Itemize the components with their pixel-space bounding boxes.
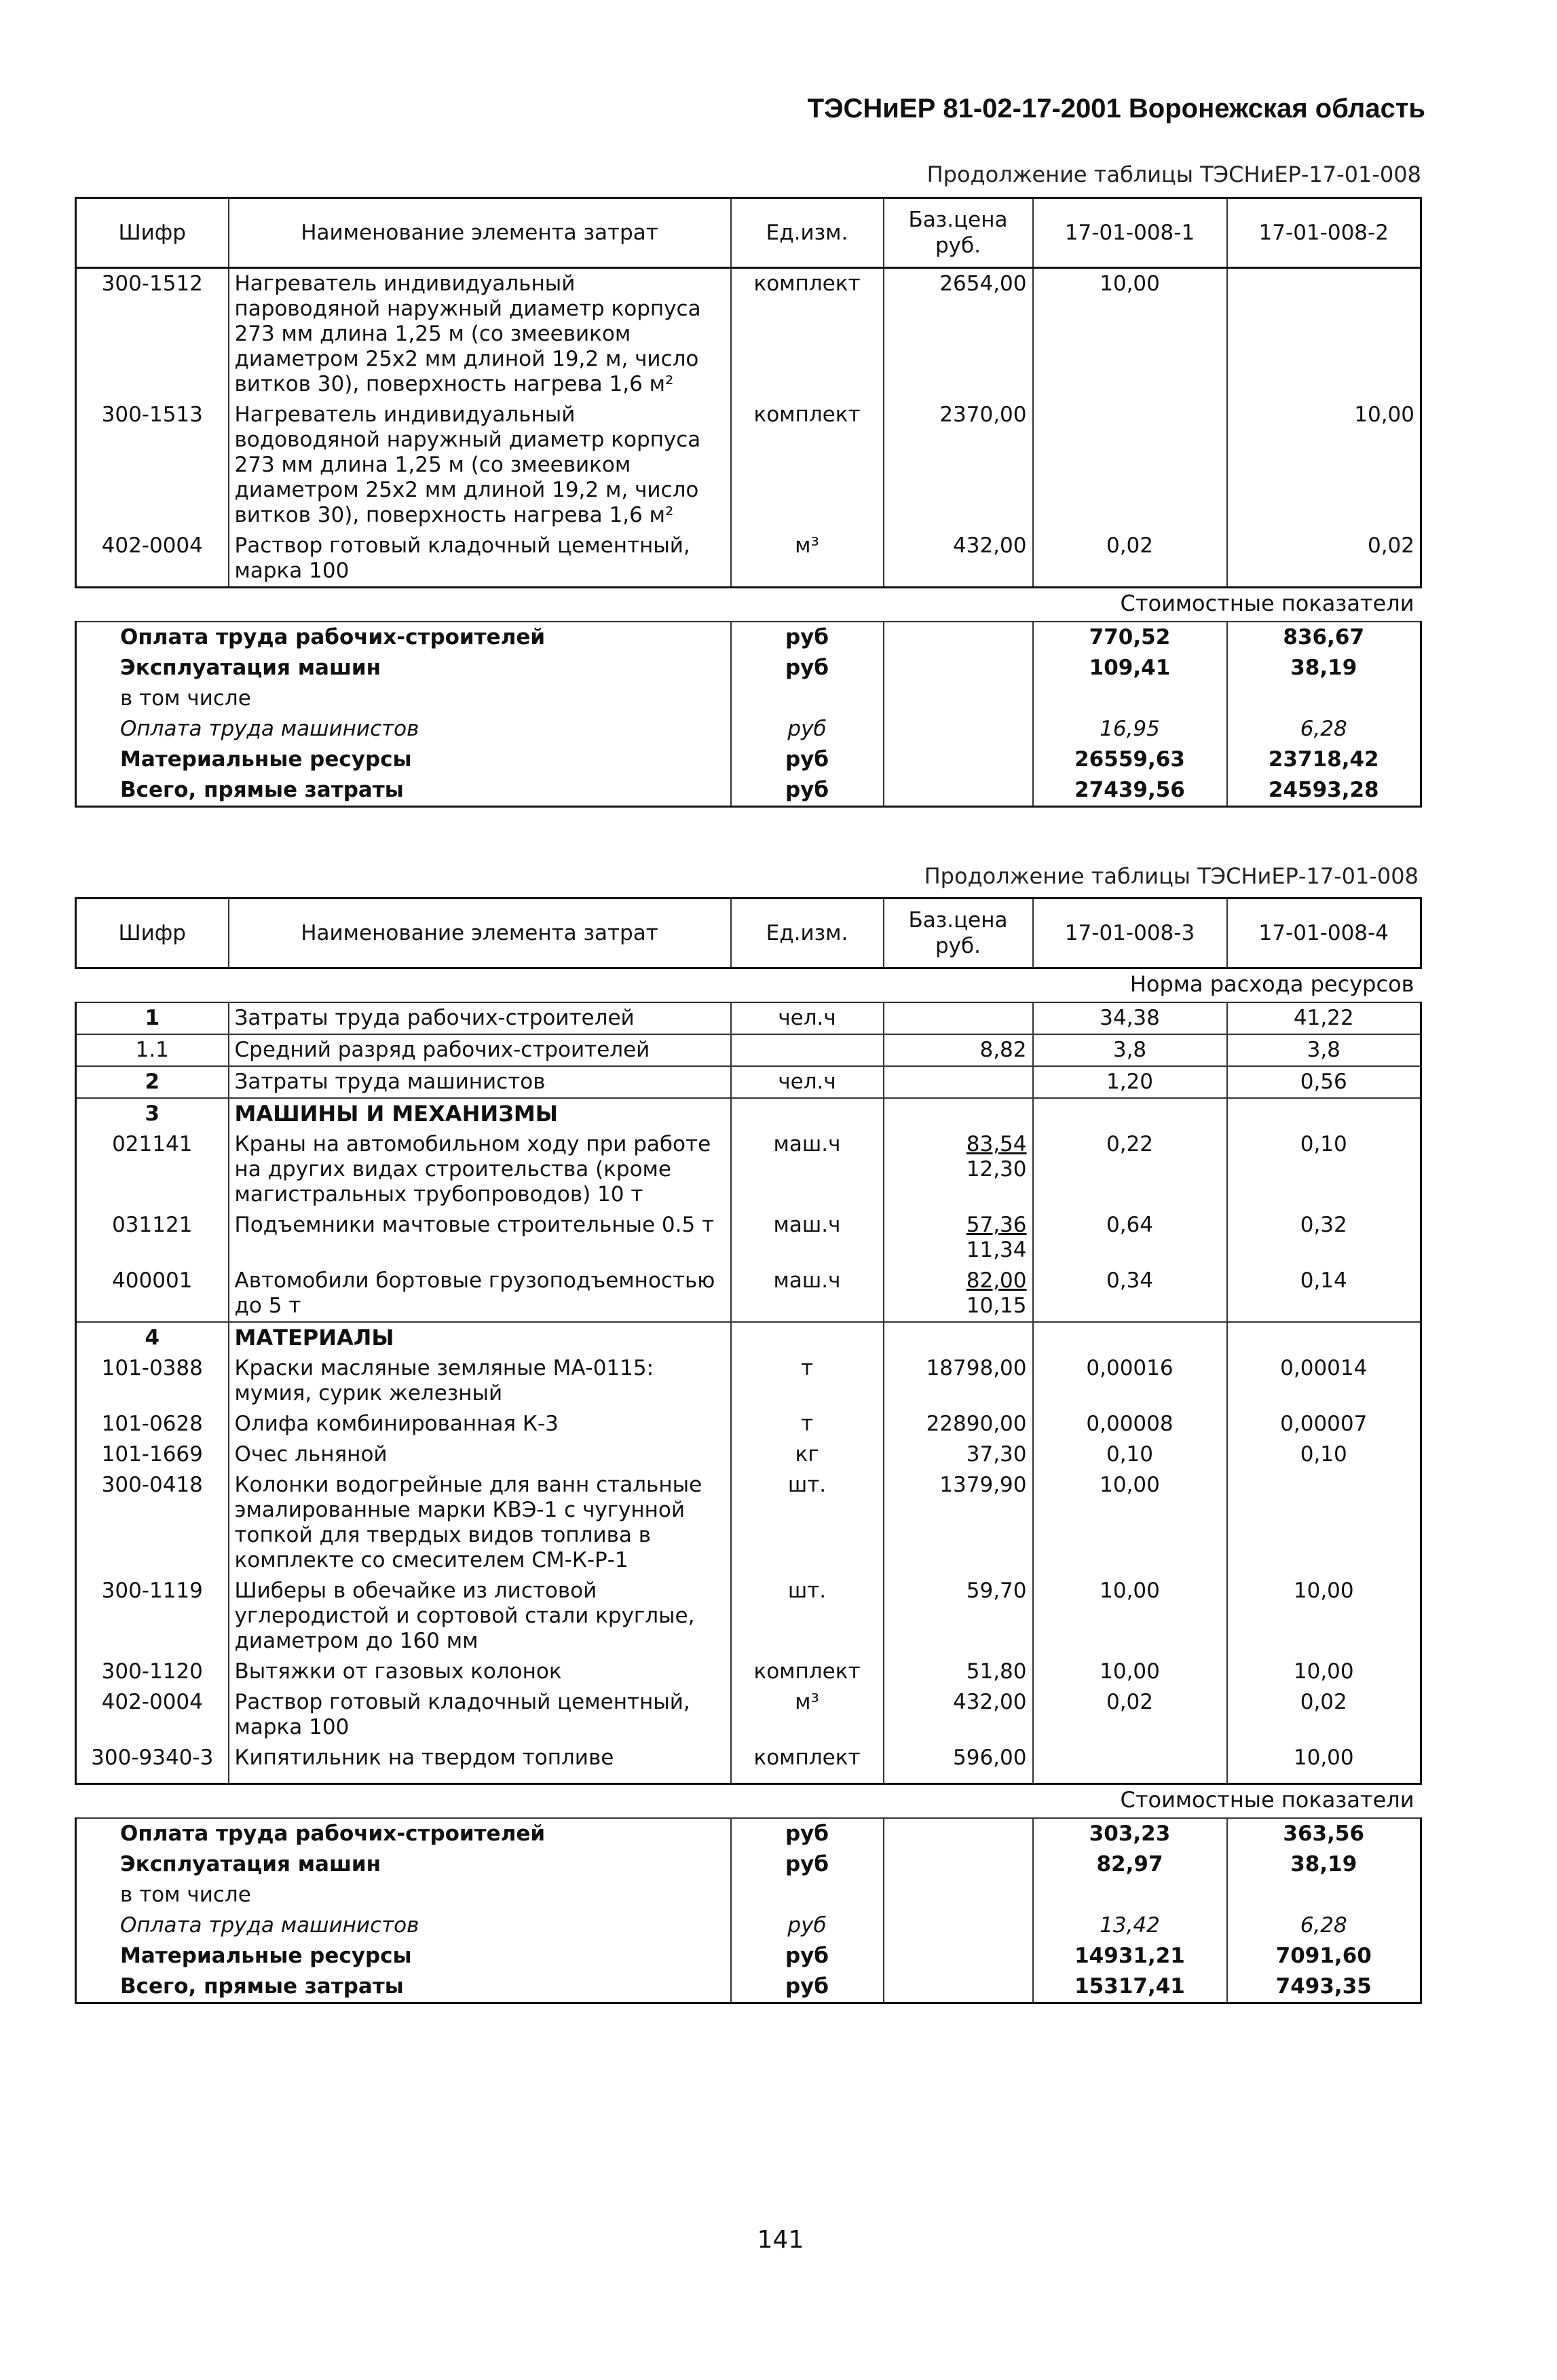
cost-unit: руб: [731, 714, 884, 744]
row-value-2: 10,00: [1227, 400, 1421, 531]
row-value-2: [1227, 268, 1421, 400]
table2-continuation-label: Продолжение таблицы ТЭСНиЕР-17-01-008: [924, 863, 1419, 889]
row-unit: м³: [731, 531, 884, 588]
cost-row: [76, 653, 1421, 683]
row-unit: чел.ч: [731, 1066, 884, 1098]
table-row: [76, 1266, 1421, 1322]
row-name: Кипятильник на твердом топливе: [229, 1743, 731, 1784]
row-name: Шиберы в обечайке из листовой углеродистой и сортовой стали круглые, диаметром до 160 мм: [229, 1576, 731, 1657]
table-row: [76, 1409, 1421, 1439]
price-value: 37,30: [966, 1442, 1027, 1467]
row-price: [884, 1470, 1033, 1576]
row-name: Очес льняной: [229, 1439, 731, 1470]
cost-value-1: 16,95: [1033, 714, 1227, 744]
row-code: 300-1119: [76, 1576, 229, 1657]
cost-name: в том числе: [76, 683, 731, 714]
row-unit: [731, 1322, 884, 1353]
row-value-1: 0,00016: [1033, 1353, 1227, 1409]
row-value-2: 0,32: [1227, 1210, 1421, 1266]
row-unit: шт.: [731, 1576, 884, 1657]
row-unit: маш.ч: [731, 1266, 884, 1322]
row-code: 3: [76, 1098, 229, 1129]
row-price: [884, 1409, 1033, 1439]
cost-unit: руб: [731, 1849, 884, 1880]
row-value-2: 0,56: [1227, 1066, 1421, 1098]
table-row: [76, 1439, 1421, 1470]
cost-name: Материальные ресурсы: [76, 1941, 731, 1971]
cost-price-empty: [884, 744, 1033, 775]
row-value-1: 0,22: [1033, 1129, 1227, 1210]
table-row: [76, 1657, 1421, 1687]
row-price: [884, 1576, 1033, 1657]
row-name: Олифа комбинированная К-3: [229, 1409, 731, 1439]
row-value-2: 0,02: [1227, 531, 1421, 588]
row-code: 402-0004: [76, 1687, 229, 1743]
cost-value-1: 13,42: [1033, 1910, 1227, 1941]
row-value-2: 10,00: [1227, 1576, 1421, 1657]
price-value: 596,00: [953, 1745, 1027, 1770]
row-price: [884, 1129, 1033, 1210]
column-header: 17-01-008-1: [1033, 198, 1227, 268]
row-value-2: 41,22: [1227, 1002, 1421, 1034]
row-price: [884, 1066, 1033, 1098]
row-price: [884, 1098, 1033, 1129]
table-row: [76, 1470, 1421, 1576]
row-code: 402-0004: [76, 531, 229, 588]
cost-row: [76, 744, 1421, 775]
section-row: [76, 1002, 1421, 1034]
row-name: Средний разряд рабочих-строителей: [229, 1034, 731, 1066]
table-header-row: [76, 899, 1421, 968]
cost-unit: [731, 1880, 884, 1910]
row-price: [884, 1439, 1033, 1470]
row-code: 021141: [76, 1129, 229, 1210]
cost-value-2: 38,19: [1227, 653, 1421, 683]
row-code: 4: [76, 1322, 229, 1353]
row-code: 300-1512: [76, 268, 229, 400]
row-code: 2: [76, 1066, 229, 1098]
row-value-1: [1033, 1322, 1227, 1353]
column-header: Баз.цена руб.: [884, 198, 1033, 268]
row-value-2: 0,02: [1227, 1687, 1421, 1743]
row-value-2: 0,00007: [1227, 1409, 1421, 1439]
price-value: 18798,00: [926, 1356, 1027, 1380]
table-row: [76, 1210, 1421, 1266]
row-value-1: [1033, 1743, 1227, 1784]
row-unit: т: [731, 1409, 884, 1439]
column-header: Ед.изм.: [731, 198, 884, 268]
cost-name: в том числе: [76, 1880, 731, 1910]
section-row: [76, 1322, 1421, 1353]
cost-price-empty: [884, 1849, 1033, 1880]
row-value-2: [1227, 1470, 1421, 1576]
cost-row: [76, 1818, 1421, 1849]
price-value: 82,00: [966, 1268, 1027, 1293]
resource-norm-band-label: Норма расхода ресурсов: [76, 968, 1421, 1003]
cost-name: Эксплуатация машин: [76, 1849, 731, 1880]
resource-norm-band: [76, 968, 1421, 1003]
cost-indicators-band-label: Стоимостные показатели: [76, 1784, 1421, 1819]
section-row: [76, 1034, 1421, 1066]
cost-value-1: 15317,41: [1033, 1971, 1227, 2003]
price-worker-value: 11,34: [966, 1238, 1027, 1262]
row-name: Автомобили бортовые грузоподъемностью до 5 т: [229, 1266, 731, 1322]
cost-value-2: 7493,35: [1227, 1971, 1421, 2003]
row-price: [884, 1034, 1033, 1066]
column-header: Шифр: [76, 198, 229, 268]
table-row: [76, 1576, 1421, 1657]
row-name: Краны на автомобильном ходу при работе на других видах строительства (кроме магистральных трубопроводов) 10 т: [229, 1129, 731, 1210]
row-value-1: 10,00: [1033, 1470, 1227, 1576]
cost-name: Материальные ресурсы: [76, 744, 731, 775]
row-value-2: 0,14: [1227, 1266, 1421, 1322]
cost-row: [76, 714, 1421, 744]
price-value: 59,70: [966, 1579, 1027, 1603]
cost-unit: руб: [731, 1910, 884, 1941]
row-unit: маш.ч: [731, 1210, 884, 1266]
row-code: 101-0388: [76, 1353, 229, 1409]
row-unit: маш.ч: [731, 1129, 884, 1210]
cost-price-empty: [884, 1971, 1033, 2003]
cost-row: [76, 622, 1421, 653]
column-header: Баз.цена руб.: [884, 899, 1033, 968]
row-name: Затраты труда рабочих-строителей: [229, 1002, 731, 1034]
price-value: 432,00: [953, 1690, 1027, 1714]
price-value: 22890,00: [926, 1412, 1027, 1436]
cost-price-empty: [884, 775, 1033, 807]
row-value-1: 34,38: [1033, 1002, 1227, 1034]
row-value-1: [1033, 400, 1227, 531]
row-unit: комплект: [731, 1657, 884, 1687]
row-price: [884, 1687, 1033, 1743]
cost-unit: руб: [731, 653, 884, 683]
cost-value-2: 6,28: [1227, 714, 1421, 744]
cost-indicators-band: [76, 1784, 1421, 1819]
column-header: 17-01-008-2: [1227, 198, 1421, 268]
row-price: [884, 1657, 1033, 1687]
cost-row: [76, 1941, 1421, 1971]
row-name: Нагреватель индивидуальный пароводяной наружный диаметр корпуса 273 мм длина 1,25 м (со змеевиком диаметром 25х2 мм длиной 19,2 м, число витков 30), поверхность нагрева 1,6 м²: [229, 268, 731, 400]
row-value-1: 0,00008: [1033, 1409, 1227, 1439]
cost-unit: руб: [731, 1971, 884, 2003]
cost-price-empty: [884, 622, 1033, 653]
row-unit: комплект: [731, 400, 884, 531]
cost-name: Оплата труда машинистов: [76, 714, 731, 744]
page-number: 141: [757, 2226, 804, 2254]
cost-row: [76, 1910, 1421, 1941]
row-code: 1: [76, 1002, 229, 1034]
row-value-1: 10,00: [1033, 1657, 1227, 1687]
table-row: [76, 268, 1421, 400]
row-name: Нагреватель индивидуальный водоводяной наружный диаметр корпуса 273 мм длина 1,25 м (со змеевиком диаметром 25х2 мм длиной 19,2 м, число витков 30), поверхность нагрева 1,6 м²: [229, 400, 731, 531]
row-value-1: 0,64: [1033, 1210, 1227, 1266]
row-unit: комплект: [731, 268, 884, 400]
row-name: МАТЕРИАЛЫ: [229, 1322, 731, 1353]
column-header: Наименование элемента затрат: [229, 198, 731, 268]
column-header: Наименование элемента затрат: [229, 899, 731, 968]
cost-price-empty: [884, 683, 1033, 714]
column-header: 17-01-008-4: [1227, 899, 1421, 968]
row-name: Раствор готовый кладочный цементный, марка 100: [229, 1687, 731, 1743]
cost-name: Оплата труда рабочих-строителей: [76, 622, 731, 653]
cost-price-empty: [884, 1910, 1033, 1941]
cost-value-2: 836,67: [1227, 622, 1421, 653]
row-price: [884, 1743, 1033, 1784]
table1: [75, 197, 1422, 808]
cost-value-1: 82,97: [1033, 1849, 1227, 1880]
price-value: 1379,90: [939, 1473, 1027, 1497]
row-value-1: 1,20: [1033, 1066, 1227, 1098]
column-header: Ед.изм.: [731, 899, 884, 968]
cost-unit: руб: [731, 1941, 884, 1971]
row-unit: шт.: [731, 1470, 884, 1576]
price-value: 83,54: [966, 1132, 1027, 1156]
row-value-2: 10,00: [1227, 1657, 1421, 1687]
row-price: [884, 1266, 1033, 1322]
row-code: 300-1513: [76, 400, 229, 531]
table-row: [76, 1129, 1421, 1210]
cost-value-1: [1033, 1880, 1227, 1910]
table-row: [76, 531, 1421, 588]
row-unit: [731, 1034, 884, 1066]
row-code: 031121: [76, 1210, 229, 1266]
row-value-2: [1227, 1322, 1421, 1353]
price-value: 51,80: [966, 1659, 1027, 1684]
row-code: 300-9340-3: [76, 1743, 229, 1784]
cost-unit: [731, 683, 884, 714]
cost-value-1: 303,23: [1033, 1818, 1227, 1849]
row-value-2: 0,10: [1227, 1439, 1421, 1470]
cost-price-empty: [884, 1941, 1033, 1971]
row-value-1: [1033, 1098, 1227, 1129]
row-price: 2654,00: [884, 268, 1033, 400]
row-code: 300-0418: [76, 1470, 229, 1576]
cost-value-1: 770,52: [1033, 622, 1227, 653]
cost-unit: руб: [731, 1818, 884, 1849]
cost-value-2: 6,28: [1227, 1910, 1421, 1941]
cost-row: [76, 683, 1421, 714]
row-value-2: [1227, 1098, 1421, 1129]
cost-value-2: 38,19: [1227, 1849, 1421, 1880]
row-price: [884, 1353, 1033, 1409]
row-code: 300-1120: [76, 1657, 229, 1687]
row-name: Подъемники мачтовые строительные 0.5 т: [229, 1210, 731, 1266]
section-row: [76, 1066, 1421, 1098]
cost-name: Всего, прямые затраты: [76, 775, 731, 807]
cost-value-1: 26559,63: [1033, 744, 1227, 775]
cost-price-empty: [884, 1818, 1033, 1849]
cost-value-1: [1033, 683, 1227, 714]
row-value-1: 0,02: [1033, 1687, 1227, 1743]
row-price: [884, 1002, 1033, 1034]
cost-row: [76, 1880, 1421, 1910]
table2: [75, 897, 1422, 2004]
cost-price-empty: [884, 1880, 1033, 1910]
cost-row: [76, 775, 1421, 807]
row-value-1: 0,10: [1033, 1439, 1227, 1470]
cost-value-1: 14931,21: [1033, 1941, 1227, 1971]
row-unit: комплект: [731, 1743, 884, 1784]
cost-name: Всего, прямые затраты: [76, 1971, 731, 2003]
row-value-2: 0,00014: [1227, 1353, 1421, 1409]
column-header: Шифр: [76, 899, 229, 968]
cost-indicators-band-label: Стоимостные показатели: [76, 588, 1421, 622]
row-name: Вытяжки от газовых колонок: [229, 1657, 731, 1687]
row-value-1: 3,8: [1033, 1034, 1227, 1066]
cost-value-2: 23718,42: [1227, 744, 1421, 775]
cost-value-2: 363,56: [1227, 1818, 1421, 1849]
row-value-2: 3,8: [1227, 1034, 1421, 1066]
cost-unit: руб: [731, 744, 884, 775]
row-name: Раствор готовый кладочный цементный, марка 100: [229, 531, 731, 588]
row-price: 432,00: [884, 531, 1033, 588]
cost-price-empty: [884, 714, 1033, 744]
row-code: 101-1669: [76, 1439, 229, 1470]
price-value: 8,82: [979, 1038, 1027, 1062]
row-unit: т: [731, 1353, 884, 1409]
row-unit: [731, 1098, 884, 1129]
row-price: [884, 1322, 1033, 1353]
cost-unit: руб: [731, 775, 884, 807]
column-header: 17-01-008-3: [1033, 899, 1227, 968]
row-value-1: 10,00: [1033, 1576, 1227, 1657]
row-unit: м³: [731, 1687, 884, 1743]
cost-name: Оплата труда рабочих-строителей: [76, 1818, 731, 1849]
cost-name: Эксплуатация машин: [76, 653, 731, 683]
cost-value-2: [1227, 1880, 1421, 1910]
cost-value-1: 109,41: [1033, 653, 1227, 683]
row-value-1: 10,00: [1033, 268, 1227, 400]
cost-indicators-band: [76, 588, 1421, 622]
cost-value-2: 24593,28: [1227, 775, 1421, 807]
cost-value-1: 27439,56: [1033, 775, 1227, 807]
price-worker-value: 10,15: [966, 1293, 1027, 1318]
row-value-2: 10,00: [1227, 1743, 1421, 1784]
cost-price-empty: [884, 653, 1033, 683]
row-value-1: 0,02: [1033, 531, 1227, 588]
price-value: 57,36: [966, 1213, 1027, 1237]
section-row: [76, 1098, 1421, 1129]
row-unit: чел.ч: [731, 1002, 884, 1034]
cost-value-2: [1227, 683, 1421, 714]
table-header-row: [76, 198, 1421, 268]
row-code: 400001: [76, 1266, 229, 1322]
row-code: 1.1: [76, 1034, 229, 1066]
table-row: [76, 400, 1421, 531]
cost-row: [76, 1971, 1421, 2003]
cost-unit: руб: [731, 622, 884, 653]
row-price: 2370,00: [884, 400, 1033, 531]
row-name: Затраты труда машинистов: [229, 1066, 731, 1098]
document-header: ТЭСНиЕР 81-02-17-2001 Воронежская область: [807, 94, 1425, 124]
row-name: МАШИНЫ И МЕХАНИЗМЫ: [229, 1098, 731, 1129]
row-name: Краски масляные земляные МА-0115: мумия, сурик железный: [229, 1353, 731, 1409]
table1-continuation-label: Продолжение таблицы ТЭСНиЕР-17-01-008: [926, 162, 1421, 187]
row-name: Колонки водогрейные для ванн стальные эмалированные марки КВЭ-1 с чугунной топкой для твердых видов топлива в комплекте со смесителем СМ-К-Р-1: [229, 1470, 731, 1576]
cost-row: [76, 1849, 1421, 1880]
row-value-1: 0,34: [1033, 1266, 1227, 1322]
cost-name: Оплата труда машинистов: [76, 1910, 731, 1941]
price-worker-value: 12,30: [966, 1157, 1027, 1182]
table-row: [76, 1687, 1421, 1743]
row-value-2: 0,10: [1227, 1129, 1421, 1210]
row-code: 101-0628: [76, 1409, 229, 1439]
row-price: [884, 1210, 1033, 1266]
row-unit: кг: [731, 1439, 884, 1470]
table-row: [76, 1353, 1421, 1409]
table-row: [76, 1743, 1421, 1784]
cost-value-2: 7091,60: [1227, 1941, 1421, 1971]
